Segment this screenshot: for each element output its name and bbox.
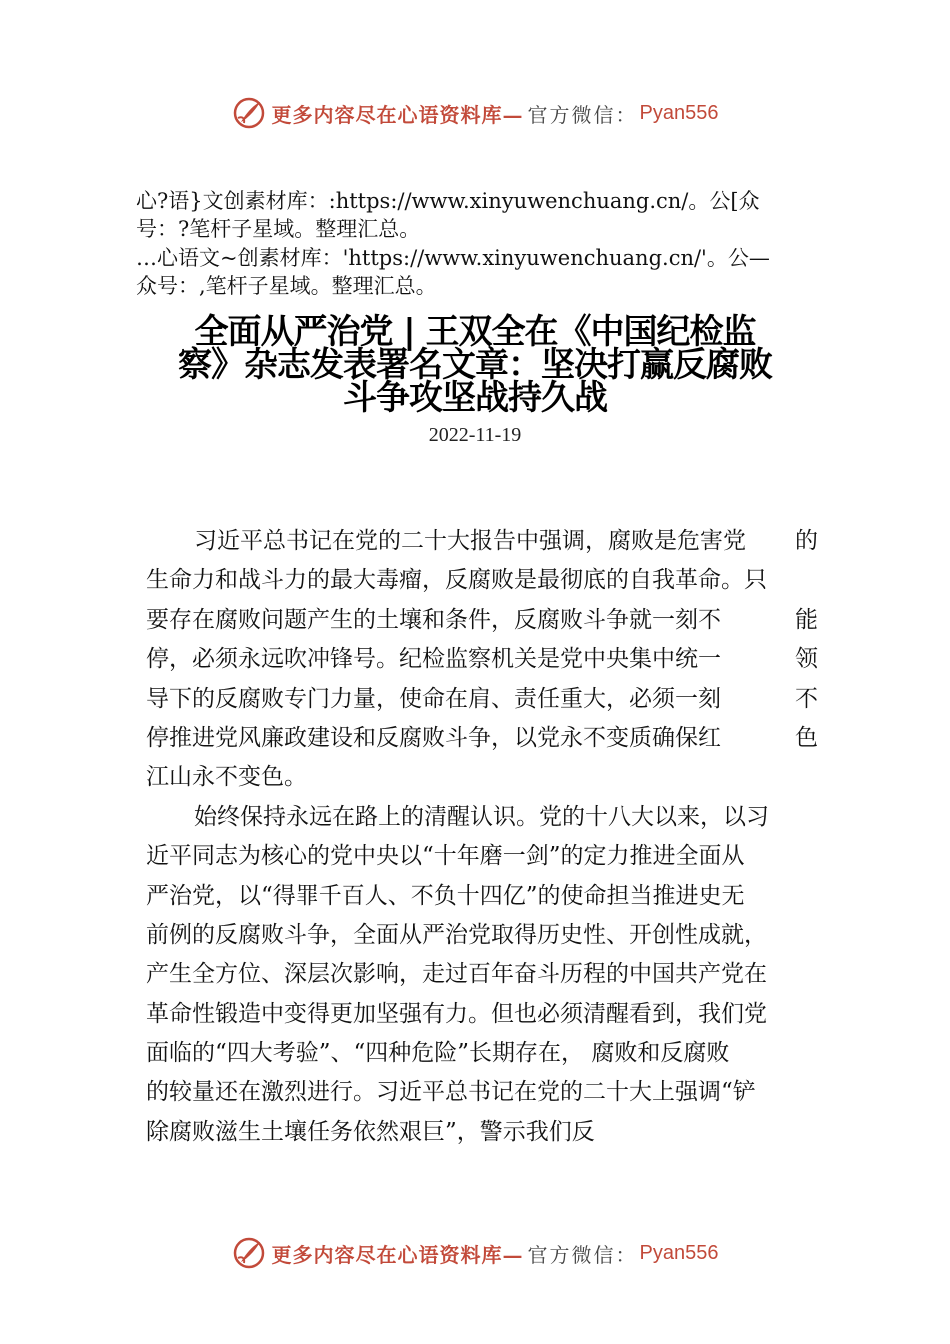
body-line: 面临的“四大考验”、“四种危险”长期存在， 腐败和反腐败 <box>146 1040 730 1067</box>
source-line: 心?语}文创素材库：:https://www.xinyuwenchuang.cn/。公[众 <box>136 189 760 213</box>
body-line: 习近平总书记在党的二十大报告中强调，腐败是危害党 的 <box>194 528 818 554</box>
banner-text: 更多内容尽在心语资料库— <box>271 102 524 127</box>
body-line: 前例的反腐败斗争，全面从严治党取得历史性、开创性成就， <box>146 921 767 948</box>
title-line: 斗争攻坚战持久战 <box>343 378 607 418</box>
body-line: 产生全方位、深层次影响，走过百年奋斗历程的中国共产党在 <box>146 961 767 988</box>
body-line: 江山永不变色。 <box>146 764 307 791</box>
source-line: 号：?笔杆子星域。整理汇总。 <box>136 217 421 241</box>
body-line: 要存在腐败问题产生的土壤和条件，反腐败斗争就一刻不 能 <box>146 606 818 633</box>
article-title <box>130 312 820 418</box>
body-line: 除腐败滋生土壤任务依然艰巨”，警示我们反 <box>146 1118 595 1145</box>
body-line: 严治党，以“得罪千百人、不负十四亿”的使命担当推进史无 <box>146 882 745 909</box>
source-line: 众号：,笔杆子星域。整理汇总。 <box>136 274 437 298</box>
article-date: 2022-11-19 <box>428 424 522 446</box>
body-line: 始终保持永远在路上的清醒认识。党的十八大以来，以习 <box>194 803 769 830</box>
source-line: …心语文~创素材库：'https://www.xinyuwenchuang.cn/'。公— <box>136 246 770 270</box>
banner-wechat-id: Pyan556 <box>639 101 719 124</box>
banner-text: 更多内容尽在心语资料库— <box>271 1242 524 1267</box>
quill-logo-icon <box>232 96 266 130</box>
body-line: 的较量还在激烈进行。习近平总书记在党的二十大上强调“铲 <box>146 1079 756 1106</box>
banner-wechat-label: 官方微信： <box>527 102 638 127</box>
article-body <box>146 522 818 1152</box>
banner-wechat-label: 官方微信： <box>527 1242 638 1267</box>
header-banner <box>0 93 950 133</box>
footer-banner <box>0 1233 950 1273</box>
quill-logo-icon <box>232 1236 266 1270</box>
body-line: 导下的反腐败专门力量，使命在肩、责任重大，必须一刻 不 <box>146 685 818 712</box>
title-line: 察》杂志发表署名文章：坚决打赢反腐败 <box>178 345 772 385</box>
title-line: 全面从严治党 | 王双全在《中国纪检监 <box>194 312 756 352</box>
body-line: 革命性锻造中变得更加坚强有力。但也必须清醒看到，我们党 <box>146 1000 767 1027</box>
body-line: 停，必须永远吹冲锋号。纪检监察机关是党中央集中统一 领 <box>146 646 818 673</box>
body-line: 停推进党风廉政建设和反腐败斗争，以党永不变质确保红 色 <box>146 724 818 751</box>
body-line: 生命力和战斗力的最大毒瘤，反腐败是最彻底的自我革命。只 <box>146 567 767 594</box>
banner-wechat-id: Pyan556 <box>639 1241 719 1264</box>
body-line: 近平同志为核心的党中央以“十年磨一剑”的定力推进全面从 <box>146 843 745 870</box>
